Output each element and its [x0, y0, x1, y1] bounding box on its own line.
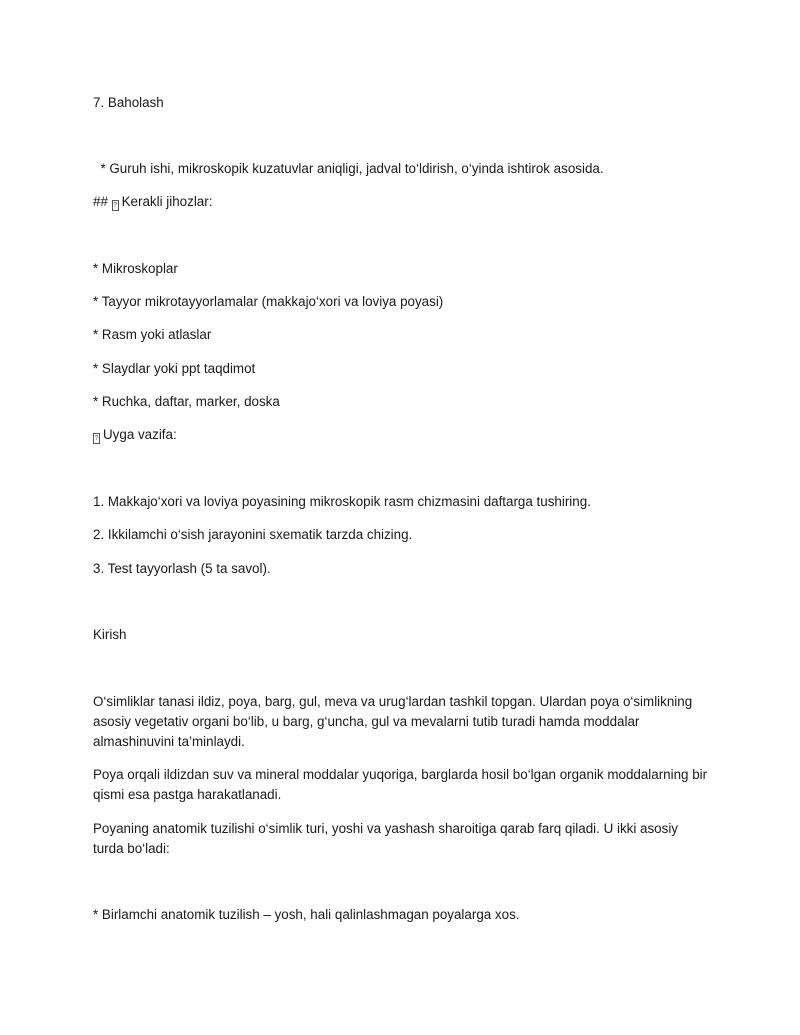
jihozlar-title: Kerakli jihozlar:	[121, 194, 213, 209]
list-item: * Slaydlar yoki ppt taqdimot	[93, 361, 256, 376]
uyga-title: Uyga vazifa:	[103, 427, 177, 442]
homework-item: 2. Ikkilamchi o‘sish jarayonini sxematik tarzda chizing.	[93, 527, 413, 542]
list-item: * Mikroskoplar	[93, 261, 178, 276]
jihozlar-heading	[93, 192, 713, 212]
missing-glyph-icon: ?	[113, 202, 118, 209]
section-heading-baholash: 7. Baholash	[93, 95, 164, 110]
uyga-heading	[93, 425, 713, 445]
paragraph: Poya orqali ildizdan suv va mineral moddalar yuqoriga, barglarda hosil bo‘lgan organik moddalarning bir qismi esa pastga harakatlanadi.	[93, 767, 708, 802]
paragraph: O‘simliklar tanasi ildiz, poya, barg, gul, meva va urug‘lardan tashkil topgan. Ulardan poya o‘simlikning asosiy vegetativ organi bo‘lib, u barg, g‘uncha, gul va mevalarni tutib turadi hamda moddalar almashinuvini ta’minlaydi.	[93, 694, 693, 749]
list-item: * Tayyor mikrotayyorlamalar (makkajo‘xori va loviya poyasi)	[93, 294, 444, 309]
list-item: * Ruchka, daftar, marker, doska	[93, 394, 280, 409]
paragraph: Poyaning anatomik tuzilishi o‘simlik turi, yoshi va yashash sharoitiga qarab farq qiladi. U ikki asosiy turda bo‘ladi:	[93, 821, 678, 856]
list-item: * Birlamchi anatomik tuzilish – yosh, hali qalinlashmagan poyalarga xos.	[93, 907, 520, 922]
baholash-text: * Guruh ishi, mikroskopik kuzatuvlar aniqligi, jadval to‘ldirish, o‘yinda ishtirok asosida.	[93, 161, 604, 176]
missing-glyph-icon: ?	[94, 435, 99, 442]
homework-item: 1. Makkajo‘xori va loviya poyasining mikroskopik rasm chizmasini daftarga tushiring.	[93, 494, 591, 509]
list-item: * Rasm yoki atlaslar	[93, 327, 212, 342]
markdown-prefix: ##	[93, 194, 112, 209]
section-heading-kirish: Kirish	[93, 627, 127, 642]
homework-item: 3. Test tayyorlash (5 ta savol).	[93, 561, 271, 576]
